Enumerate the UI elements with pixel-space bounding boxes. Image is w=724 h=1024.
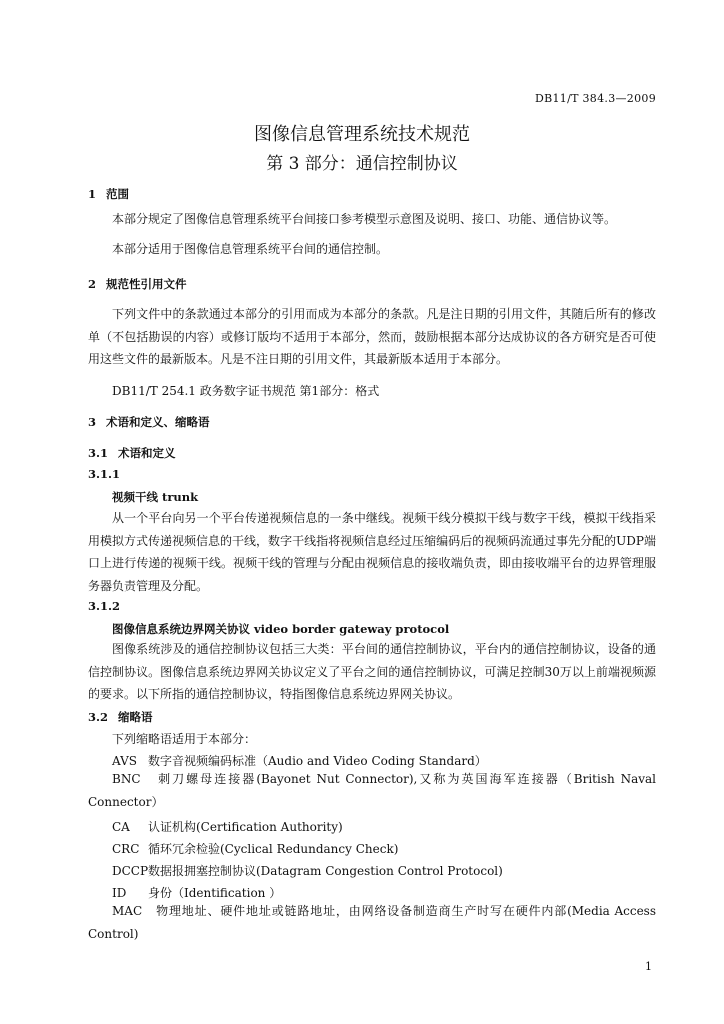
section-title: 规范性引用文件 [106, 277, 187, 291]
abbreviation-key: DCCP [112, 864, 149, 878]
abbreviation-definition: 认证机构(Certification Authority) [148, 820, 343, 834]
abbreviation-key: MAC [112, 904, 143, 918]
document-subtitle: 第 3 部分：通信控制协议 [266, 154, 458, 174]
normative-reference: DB11/T 254.1 政务数字证书规范 第1部分：格式 [112, 384, 380, 398]
section-1-paragraph-1: 本部分规定了图像信息管理系统平台间接口参考模型示意图及说明、接口、功能、通信协议等。 [112, 212, 617, 226]
term-vbgp: 图像信息系统边界网关协议 video border gateway protocol [112, 622, 450, 636]
abbreviation-key: BNC [112, 772, 141, 786]
section-number: 3.1 [88, 446, 109, 460]
abbreviation-item [88, 862, 656, 879]
abbreviation-definition: 物理地址、硬件地址或链路地址，由网络设备制造商生产时写在硬件内部(Media Access Control) [88, 904, 656, 941]
abbreviations-intro: 下列缩略语适用于本部分： [112, 732, 257, 746]
section-1-paragraph-2: 本部分适用于图像信息管理系统平台间的通信控制。 [112, 242, 389, 256]
abbreviation-item [88, 752, 656, 769]
abbreviation-definition: 刺刀螺母连接器(Bayonet Nut Connector),又称为英国海军连接器（British Naval Connector） [88, 772, 656, 809]
term-video-trunk-definition: 从一个平台向另一个平台传递视频信息的一条中继线。视频干线分模拟干线与数字干线，模拟干线指采用模拟方式传递视频信息的干线，数字干线指将视频信息经过压缩编码后的视频码流通过事先分配的UDP端口上进行传递的视频干线。视频干线的管理与分配由视频信息的接收端负责，即由接收端平台的边界管理服务器负责管理及分配。 [88, 511, 656, 593]
section-number: 1 [88, 187, 97, 201]
abbreviation-definition: 身份（Identification ） [148, 886, 282, 900]
section-title: 缩略语 [118, 710, 153, 724]
term-video-trunk: 视频干线 trunk [112, 490, 199, 504]
abbreviation-key: CRC [112, 842, 140, 856]
section-3-1-1-number: 3.1.1 [88, 467, 121, 481]
section-3-1-heading [88, 445, 176, 461]
section-2-heading [88, 276, 187, 292]
abbreviation-definition: 数字音视频编码标准（Audio and Video Coding Standard） [148, 754, 487, 768]
section-number: 3 [88, 415, 97, 429]
abbreviation-item [88, 900, 656, 945]
document-code: DB11/T 384.3—2009 [534, 92, 656, 105]
abbreviation-key: AVS [112, 754, 137, 768]
abbreviation-definition: 数据报拥塞控制协议(Datagram Congestion Control Protocol) [148, 864, 503, 878]
page-number: 1 [645, 960, 652, 973]
term-vbgp-definition: 图像系统涉及的通信控制协议包括三大类：平台间的通信控制协议，平台内的通信控制协议，设备的通信控制协议。图像信息系统边界网关协议定义了平台之间的通信控制协议，可满足控制30万以上前端视频源的要求。以下所指的通信控制协议，特指图像信息系统边界网关协议。 [88, 642, 656, 701]
abbreviation-item [88, 818, 656, 835]
section-1-heading [88, 186, 129, 202]
abbreviation-definition: 循环冗余检验(Cyclical Redundancy Check) [148, 842, 399, 856]
section-number: 2 [88, 277, 97, 291]
abbreviation-item [88, 884, 656, 901]
section-title: 术语和定义 [118, 446, 176, 460]
section-3-1-2-number: 3.1.2 [88, 599, 121, 613]
section-title: 术语和定义、缩略语 [106, 415, 210, 429]
section-title: 范围 [106, 187, 129, 201]
abbreviation-key: ID [112, 886, 127, 900]
section-3-heading [88, 414, 210, 430]
document-title: 图像信息管理系统技术规范 [254, 124, 470, 145]
section-2-paragraph-1: 下列文件中的条款通过本部分的引用而成为本部分的条款。凡是注日期的引用文件，其随后所有的修改单（不包括勘误的内容）或修订版均不适用于本部分，然而，鼓励根据本部分达成协议的各方研究是否可使用这些文件的最新版本。凡是不注日期的引用文件，其最新版本适用于本部分。 [88, 307, 656, 366]
section-3-2-heading [88, 709, 153, 725]
abbreviation-item [88, 768, 656, 813]
abbreviation-item [88, 840, 656, 857]
abbreviation-key: CA [112, 820, 130, 834]
section-number: 3.2 [88, 710, 109, 724]
